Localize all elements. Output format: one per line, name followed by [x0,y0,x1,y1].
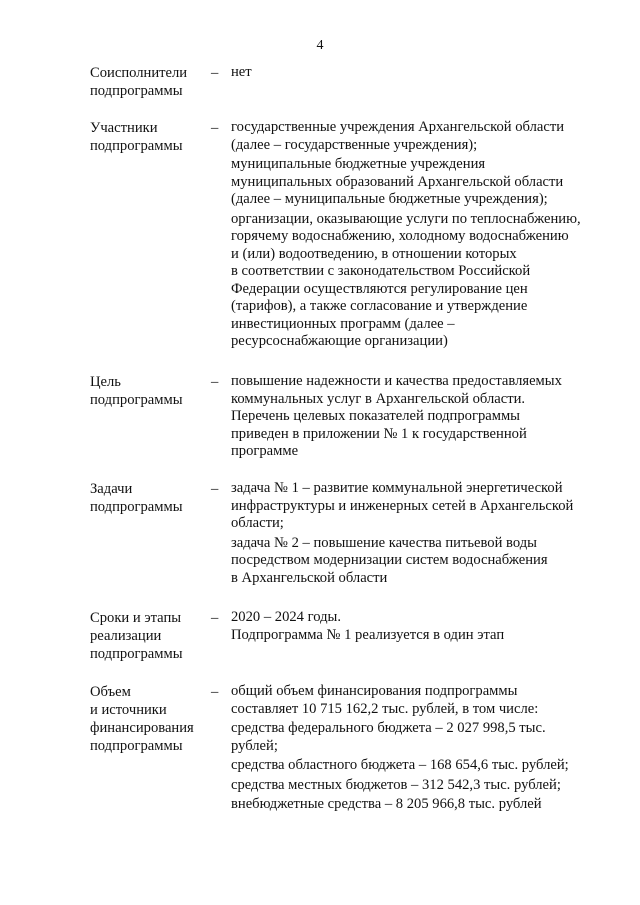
label-line: Цель [90,374,121,390]
text-line: (далее – государственные учреждения); [231,136,478,153]
text-line: инфраструктуры и инженерных сетей в Архангельской [231,497,574,514]
section-content [231,480,601,589]
text-line: задача № 1 – развитие коммунальной энергетической [231,480,563,496]
paragraph [231,609,601,644]
paragraph [231,720,601,755]
label-line: подпрограммы [90,738,183,754]
section-label [90,683,210,755]
paragraph [231,373,601,461]
text-line: программе [231,443,299,459]
text-line: 2020 – 2024 годы. [231,609,341,625]
text-line: задача № 2 – повышение качества питьевой воды [231,534,537,551]
dash: – [211,65,219,81]
text-line: Перечень целевых показателей подпрограммы [231,408,520,424]
section-label [90,609,210,663]
label-line: Соисполнители [90,65,188,81]
text-line: приведен в приложении № 1 к государственной [231,425,527,442]
paragraph [231,796,601,814]
section-content [231,64,601,84]
paragraph [231,64,601,82]
text-line: составляет 10 715 162,2 тыс. рублей, в том числе: [231,700,539,717]
paragraph [231,156,601,209]
text-line: муниципальные бюджетные учреждения [231,156,486,172]
text-line: государственные учреждения Архангельской области [231,119,565,135]
paragraph [231,777,601,795]
text-line: инвестиционных программ (далее – [231,315,455,332]
paragraph [231,119,601,154]
page-number: 4 [316,38,324,53]
section-label [90,480,210,516]
text-line: ресурсоснабжающие организации) [231,333,448,349]
text-line: общий объем финансирования подпрограммы [231,683,518,699]
text-line: повышение надежности и качества предоставляемых [231,373,562,389]
text-line: области; [231,515,284,531]
section-label [90,64,210,100]
label-line: подпрограммы [90,499,183,515]
paragraph [231,535,601,588]
text-line: посредством модернизации систем водоснабжения [231,552,548,568]
text-line: средства областного бюджета – 168 654,6 тыс. рублей; [231,757,569,773]
text-line: муниципальных образований Архангельской области [231,173,564,190]
dash: – [211,120,219,136]
text-line: в Архангельской области [231,569,388,586]
section-content [231,119,601,353]
paragraph [231,683,601,718]
paragraph [231,480,601,533]
dash: – [211,684,219,700]
label-line: подпрограммы [90,646,183,662]
text-line: Федерации осуществляются регулирование цен [231,280,528,297]
dash: – [211,610,219,626]
text-line: организации, оказывающие услуги по теплоснабжению, [231,210,581,227]
dash: – [211,481,219,497]
label-line: подпрограммы [90,83,183,99]
paragraph [231,757,601,775]
section-label [90,373,210,409]
text-line: внебюджетные средства – 8 205 966,8 тыс. рублей [231,796,542,812]
label-line: и источники [90,702,167,718]
label-line: Участники [90,120,158,136]
paragraph [231,211,601,351]
section-content [231,683,601,816]
label-line: подпрограммы [90,392,183,408]
text-line: (далее – муниципальные бюджетные учреждения); [231,191,548,207]
section-label [90,119,210,155]
label-line: подпрограммы [90,138,183,154]
section-content [231,609,601,646]
label-line: Сроки и этапы [90,610,182,626]
text-line: средства федерального бюджета – 2 027 998,5 тыс. [231,720,546,736]
text-line: нет [231,64,252,80]
text-line: в соответствии с законодательством Российской [231,263,531,279]
text-line: рублей; [231,737,278,754]
label-line: Задачи [90,481,133,497]
text-line: (тарифов), а также согласование и утверждение [231,298,528,314]
text-line: средства местных бюджетов – 312 542,3 тыс. рублей; [231,776,561,793]
label-line: реализации [90,628,162,644]
text-line: Подпрограмма № 1 реализуется в один этап [231,626,505,643]
text-line: и (или) водоотведению, в отношении которых [231,245,517,262]
text-line: коммунальных услуг в Архангельской области. [231,390,526,407]
text-line: горячему водоснабжению, холодному водоснабжению [231,228,569,244]
section-content [231,373,601,463]
label-line: Объем [90,684,131,700]
dash: – [211,374,219,390]
label-line: финансирования [90,720,194,736]
